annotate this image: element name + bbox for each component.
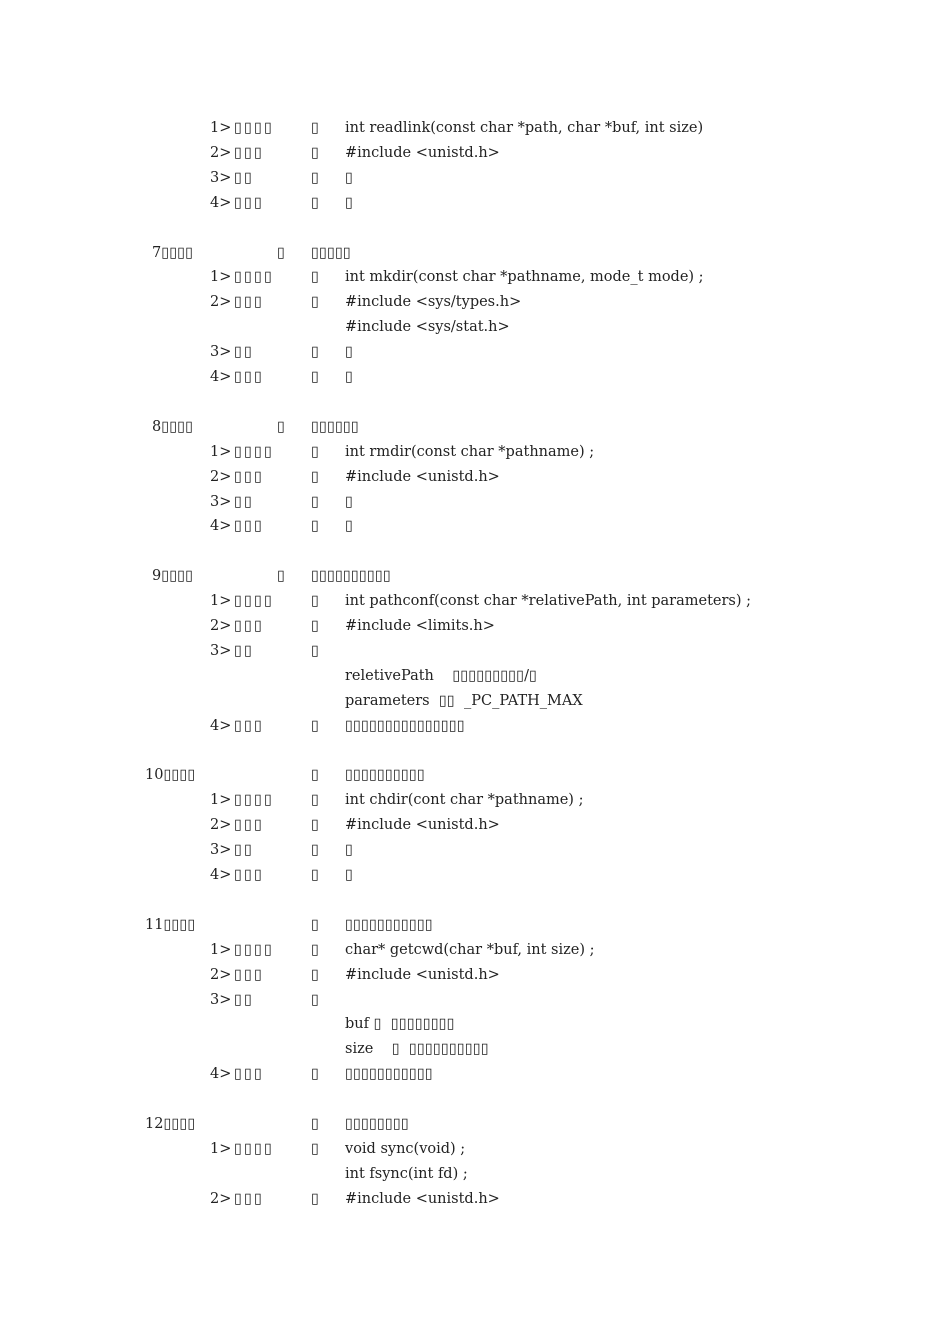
item-label: ▯▯▯▯ xyxy=(234,1140,274,1157)
item-value: int pathconf(const char *relativePath, int parameters) ; xyxy=(345,593,752,610)
item-label: ▯▯ xyxy=(234,169,254,186)
item-separator: ▯ xyxy=(311,443,319,460)
item-value: int rmdir(const char *pathname) ; xyxy=(345,443,595,460)
item-number: 2> xyxy=(210,817,232,834)
item-label: ▯▯▯▯ xyxy=(234,593,274,610)
item-value: ▯ xyxy=(345,169,353,186)
item-label: ▯▯▯ xyxy=(234,468,264,485)
item-number: 2> xyxy=(210,966,232,983)
item-value: #include <unistd.h> xyxy=(345,144,500,161)
item-label: ▯▯ xyxy=(234,344,254,361)
item-number: 1> xyxy=(210,269,232,286)
item-value: #include <sys/stat.h> xyxy=(345,319,510,336)
item-number: 1> xyxy=(210,941,232,958)
item-label: ▯▯▯ xyxy=(234,144,264,161)
section-title: ▯▯▯▯▯▯ xyxy=(311,418,359,435)
item-number: 2> xyxy=(210,618,232,634)
item-separator: ▯ xyxy=(311,817,319,834)
item-value: ▯ xyxy=(345,518,353,535)
item-value: char* getcwd(char *buf, int size) ; xyxy=(345,941,595,958)
item-label: ▯▯ xyxy=(234,991,254,1008)
item-value: ▯▯▯▯▯▯▯▯▯▯▯ xyxy=(345,1066,433,1083)
item-separator: ▯ xyxy=(311,966,319,983)
item-number: 2> xyxy=(210,468,232,485)
item-number: 1> xyxy=(210,120,232,136)
item-number: 2> xyxy=(210,144,232,161)
item-separator: ▯ xyxy=(311,269,319,286)
item-value: void sync(void) ; xyxy=(345,1140,466,1157)
section-title: ▯▯▯▯▯▯▯▯▯▯ xyxy=(345,767,425,784)
item-separator: ▯ xyxy=(311,792,319,809)
section-number: 11▯▯▯▯ xyxy=(145,916,196,933)
item-value: ▯ xyxy=(345,493,353,510)
item-number: 2> xyxy=(210,294,232,311)
item-number: 2> xyxy=(210,1190,232,1207)
item-separator: ▯ xyxy=(311,120,319,136)
item-label: ▯▯▯ xyxy=(234,966,264,983)
item-label: ▯▯▯ xyxy=(234,618,264,634)
section-title: ▯▯▯▯▯▯▯▯ xyxy=(345,1116,409,1132)
item-label: ▯▯ xyxy=(234,842,254,859)
item-label: ▯▯▯ xyxy=(234,369,264,385)
item-value: ▯▯▯▯▯▯▯▯▯▯▯▯▯▯▯ xyxy=(345,717,465,734)
item-separator: ▯ xyxy=(311,518,319,535)
item-value: int readlink(const char *path, char *buf, int size) xyxy=(345,120,704,136)
item-value: #include <unistd.h> xyxy=(345,966,500,983)
item-label: ▯▯▯ xyxy=(234,817,264,834)
item-number: 4> xyxy=(210,518,232,535)
item-separator: ▯ xyxy=(311,593,319,610)
item-label: ▯▯▯ xyxy=(234,1066,264,1083)
section-number: 8▯▯▯▯ xyxy=(152,418,194,435)
section-title: ▯▯▯▯▯ xyxy=(311,244,351,261)
item-separator: ▯ xyxy=(311,369,319,385)
item-label: ▯▯▯▯ xyxy=(234,941,274,958)
item-number: 1> xyxy=(210,1140,232,1157)
item-label: ▯▯▯▯ xyxy=(234,120,274,136)
item-number: 3> xyxy=(210,991,232,1008)
item-value: int fsync(int fd) ; xyxy=(345,1165,468,1182)
item-label: ▯▯▯ xyxy=(234,717,264,734)
section-title: ▯▯▯▯▯▯▯▯▯▯▯ xyxy=(345,916,433,933)
item-value: buf ▯ ▯▯▯▯▯▯▯▯ xyxy=(345,1016,455,1033)
item-separator: ▯ xyxy=(311,941,319,958)
section-number: 9▯▯▯▯ xyxy=(152,568,194,585)
item-value: #include <unistd.h> xyxy=(345,468,500,485)
item-value: #include <unistd.h> xyxy=(345,1190,500,1207)
item-number: 3> xyxy=(210,169,232,186)
item-separator: ▯ xyxy=(311,618,319,634)
item-separator: ▯ xyxy=(311,717,319,734)
section-separator: ▯ xyxy=(311,767,319,784)
item-value: int mkdir(const char *pathname, mode_t mode) ; xyxy=(345,269,704,286)
item-label: ▯▯ xyxy=(234,642,254,659)
item-number: 4> xyxy=(210,194,232,211)
section-number: 12▯▯▯▯ xyxy=(145,1116,196,1132)
section-separator: ▯ xyxy=(277,244,285,261)
item-label: ▯▯▯ xyxy=(234,518,264,535)
item-value: ▯ xyxy=(345,842,353,859)
item-value: ▯ xyxy=(345,369,353,385)
item-separator: ▯ xyxy=(311,991,319,1008)
item-number: 1> xyxy=(210,792,232,809)
section-separator: ▯ xyxy=(277,418,285,435)
item-number: 1> xyxy=(210,593,232,610)
item-number: 4> xyxy=(210,369,232,385)
section-separator: ▯ xyxy=(277,568,285,585)
item-value: ▯ xyxy=(345,194,353,211)
item-separator: ▯ xyxy=(311,867,319,883)
item-number: 3> xyxy=(210,842,232,859)
item-value: #include <unistd.h> xyxy=(345,817,500,834)
section-separator: ▯ xyxy=(311,916,319,933)
item-value: parameters ▯▯ _PC_PATH_MAX xyxy=(345,692,583,709)
item-value: #include <limits.h> xyxy=(345,618,495,634)
section-number: 10▯▯▯▯ xyxy=(145,767,196,784)
item-separator: ▯ xyxy=(311,493,319,510)
item-label: ▯▯▯ xyxy=(234,194,264,211)
item-label: ▯▯▯ xyxy=(234,294,264,311)
item-number: 4> xyxy=(210,1066,232,1083)
item-value: #include <sys/types.h> xyxy=(345,294,522,311)
item-separator: ▯ xyxy=(311,1140,319,1157)
item-value: ▯ xyxy=(345,867,353,883)
item-number: 3> xyxy=(210,493,232,510)
item-number: 3> xyxy=(210,642,232,659)
item-label: ▯▯▯ xyxy=(234,867,264,883)
item-label: ▯▯ xyxy=(234,493,254,510)
item-number: 3> xyxy=(210,344,232,361)
item-number: 4> xyxy=(210,867,232,883)
item-separator: ▯ xyxy=(311,144,319,161)
item-separator: ▯ xyxy=(311,1066,319,1083)
item-label: ▯▯▯▯ xyxy=(234,269,274,286)
item-separator: ▯ xyxy=(311,194,319,211)
item-value: ▯ xyxy=(345,344,353,361)
item-separator: ▯ xyxy=(311,468,319,485)
section-title: ▯▯▯▯▯▯▯▯▯▯ xyxy=(311,568,391,585)
item-separator: ▯ xyxy=(311,642,319,659)
item-number: 4> xyxy=(210,717,232,734)
item-value: reletivePath ▯▯▯▯▯▯▯▯▯/▯ xyxy=(345,667,537,684)
item-separator: ▯ xyxy=(311,1190,319,1207)
item-separator: ▯ xyxy=(311,842,319,859)
item-value: int chdir(cont char *pathname) ; xyxy=(345,792,584,809)
item-separator: ▯ xyxy=(311,344,319,361)
item-separator: ▯ xyxy=(311,169,319,186)
section-separator: ▯ xyxy=(311,1116,319,1132)
item-label: ▯▯▯ xyxy=(234,1190,264,1207)
item-label: ▯▯▯▯ xyxy=(234,792,274,809)
item-number: 1> xyxy=(210,443,232,460)
item-separator: ▯ xyxy=(311,294,319,311)
item-label: ▯▯▯▯ xyxy=(234,443,274,460)
section-number: 7▯▯▯▯ xyxy=(152,244,194,261)
item-value: size ▯ ▯▯▯▯▯▯▯▯▯▯ xyxy=(345,1041,489,1058)
